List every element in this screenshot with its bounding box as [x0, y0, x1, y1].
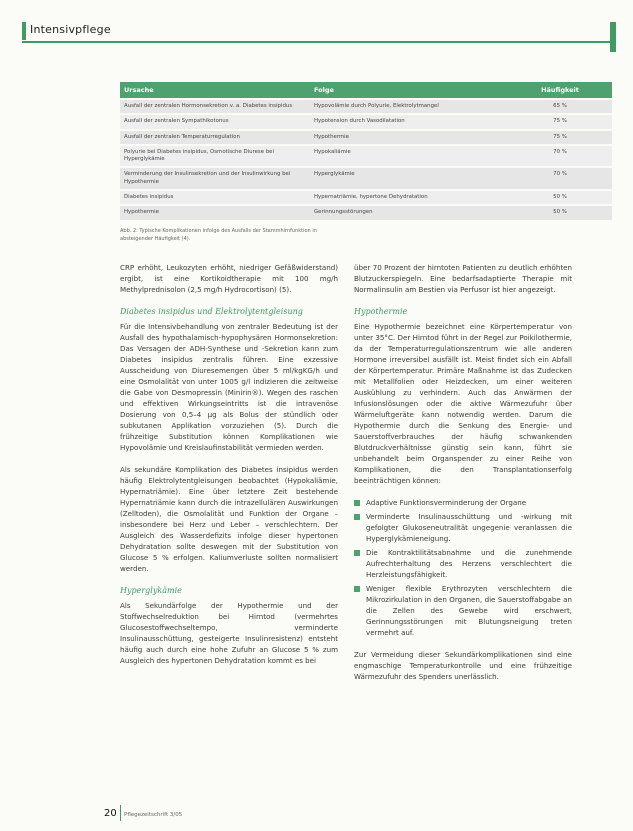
cell-frequency: 65 % — [508, 100, 612, 113]
subheading-hyperglykaemie: Hyperglykämie — [120, 586, 182, 595]
cell-consequence: Hypernatriämie, hypertone Dehydratation — [310, 191, 508, 204]
cell-frequency: 70 % — [508, 146, 612, 167]
cell-cause: Ausfall der zentralen Hormonsekretion v. a. Diabetes insipidus — [120, 100, 310, 113]
cell-cause: Verminderung der Insulinsekretion und der Insulinwirkung bei Hypothermie — [120, 168, 310, 189]
table-row — [120, 115, 612, 128]
cell-frequency: 75 % — [508, 115, 612, 128]
column-header-cause: Ursache — [120, 82, 310, 98]
table-row — [120, 100, 612, 113]
subheading-hypothermie: Hypothermie — [354, 307, 408, 316]
paragraph: CRP erhöht, Leukozyten erhöht, niedriger Gefäßwiderstand) ergibt, ist eine Kortikoidtherapie mit 100 mg/h Methylprednisolon (2,5 mg/h Hydrocortison) (5). — [120, 263, 338, 294]
cell-cause: Diabetes insipidus — [120, 191, 310, 204]
paragraph: Eine Hypothermie bezeichnet eine Körpertemperatur von unter 35°C. Der Hirntod führt in der Regel zur Poikilothermie, da der Temperaturregulationszentrum wie alle anderen Hormone irreversibel ausfällt ist. Meist findet sich ein Abfall der Körpertemperatur. Primäre Maßnahme ist das Zudecken mit Metallfolien oder Heizdecken, um einer weiteren Auskühlung zu verhindern. Auch das Anwärmen der Infusionslösungen oder die aktive Wärmezufuhr über Wärmeluftgeräte kann notwendig werden. Darum die Hypothermie durch die Senkung des Energie- und Sauerstoffverbrauches der häufig schwankenden Blutdruckverhältnisse günstig sein kann, führt sie unbehandelt beim Organspender zu einer Reihe von Komplikationen, die den Transplantationserfolg beeinträchtigen können: — [354, 322, 572, 485]
paragraph: Als sekundäre Komplikation des Diabetes insipidus werden häufig Elektrolytentgleisungen beobachtet (Hypokaliämie, Hypernatriämie). Eine über letztere Zeit bestehende Hypernatriämie kann durch die intrazellulären Auswirkungen (Zelltoden), die Osmolalität und Funktion der Organe – insbesondere bei Herz und Leber – verschlechtern. Der Ausgleich des Wasserdefizits infolge dieser hypertonen Dehydratation sollte deswegen mit der Substitution von Glucose 5 % erfolgen. Kaliumverluste sollten normalisiert werden. — [120, 465, 338, 573]
right-text-column — [354, 262, 572, 693]
page-number: 20 — [104, 808, 117, 819]
cell-frequency: 75 % — [508, 131, 612, 144]
paragraph: Zur Vermeidung dieser Sekundärkomplikationen sind eine engmaschige Temperaturkontrolle und eine frühzeitige Wärmezufuhr des Spenders unerlässlich. — [354, 650, 572, 681]
table-row — [120, 146, 612, 167]
cell-consequence: Hyperglykämie — [310, 168, 508, 189]
paragraph: Für die Intensivbehandlung von zentraler Bedeutung ist der Ausfall des hypothalamisch-hypophysären Hormonsekretion: Das Versagen der ADH-Synthese und -Sekretion kann zum Diabetes insipidus zentralis führen. Eine exzessive Ausscheidung von Diuresemengen über 5 ml/kgKG/h und eine Osmolalität von unter 1005 g/l indizieren die zeitweise die Gabe von Desmopressin (Minirin®). Wegen des raschen und effektiven Wirkungseintritts ist die intravenöse Dosierung von 0,5–4 µg als Bolus der stündlich oder subkutanen Applikation vorzuziehen (5). Durch die frühzeitige Substitution können Komplikationen wie Hypovolämie und Kreislaufinstabilität vermieden werden. — [120, 322, 338, 452]
table-row — [120, 206, 612, 219]
left-text-column — [120, 262, 338, 677]
table-caption: Abb. 2: Typische Komplikationen infolge des Ausfalls der Stammhirnfunktion in absteigender Häufigkeit (4). — [120, 228, 317, 242]
cell-cause: Ausfall der zentralen Sympathikotonus — [120, 115, 310, 128]
table-row — [120, 131, 612, 144]
footer-divider — [120, 805, 121, 821]
column-header-consequence: Folge — [310, 82, 508, 98]
cell-consequence: Hypothermie — [310, 131, 508, 144]
table-header-row — [120, 82, 612, 98]
cell-cause: Hypothermie — [120, 206, 310, 219]
column-header-frequency: Häufigkeit — [508, 82, 612, 98]
cell-cause: Polyurie bei Diabetes insipidus, Osmotische Diurese bei Hyperglykämie — [120, 146, 310, 167]
list-item: Adaptive Funktionsverminderung der Organe — [354, 497, 572, 508]
list-item: Die Kontraktilitätsabnahme und die zunehmende Aufrechterhaltung des Herzens verschlechtert die Herzleistungsfähigkeit. — [354, 547, 572, 580]
cell-consequence: Hypovolämie durch Polyurie, Elektrolytmangel — [310, 100, 508, 113]
cell-consequence: Gerinnungsstörungen — [310, 206, 508, 219]
paragraph: Als Sekundärfolge der Hypothermie und der Stoffwechselreduktion bei Hirntod (vermehrtes Glucosestoffwechseltempo, verminderte Insulinausschüttung, gesteigerte Insulinresistenz) entsteht häufig auch durch eine hohe Zufuhr an Glucose 5 % zum Ausgleich des hypertonen Dehydratation kommt es bei — [120, 601, 338, 665]
paragraph: über 70 Prozent der hirntoten Patienten zu deutlich erhöhten Blutzuckerspiegeln. Eine bedarfsadaptierte Therapie mit Normalinsulin am Bestien via Perfusor ist hier angezeigt. — [354, 263, 572, 294]
cell-consequence: Hypotension durch Vasodilatation — [310, 115, 508, 128]
table-row — [120, 191, 612, 204]
section-title: Intensivpflege — [30, 23, 111, 36]
complication-list — [354, 497, 572, 638]
journal-name: Pflegezeitschrift 3/05 — [124, 812, 183, 818]
header-accent-bar — [22, 22, 26, 40]
cell-frequency: 50 % — [508, 206, 612, 219]
complications-table — [120, 80, 612, 222]
cell-frequency: 50 % — [508, 191, 612, 204]
cell-consequence: Hypokaliämie — [310, 146, 508, 167]
header-rule — [22, 41, 612, 43]
table-row — [120, 168, 612, 189]
list-item: Verminderte Insulinausschüttung und -wirkung mit gefolgter Glukoseneutralität ungegenie veranlassen die Hyperglykämieneigung. — [354, 511, 572, 544]
cell-cause: Ausfall der zentralen Temperaturregulation — [120, 131, 310, 144]
list-item: Weniger flexible Erythrozyten verschlechtern die Mikrozirkulation in den Organen, die Sauerstoffabgabe an die Zellen des Gewebe wird erschwert, Gerinnungsstörungen mit Blutungsneigung treten vermehrt auf. — [354, 583, 572, 638]
header-tab-marker — [610, 22, 616, 52]
cell-frequency: 70 % — [508, 168, 612, 189]
subheading-diabetes-insipidus: Diabetes insipidus und Elektrolytentgleisung — [120, 307, 303, 316]
